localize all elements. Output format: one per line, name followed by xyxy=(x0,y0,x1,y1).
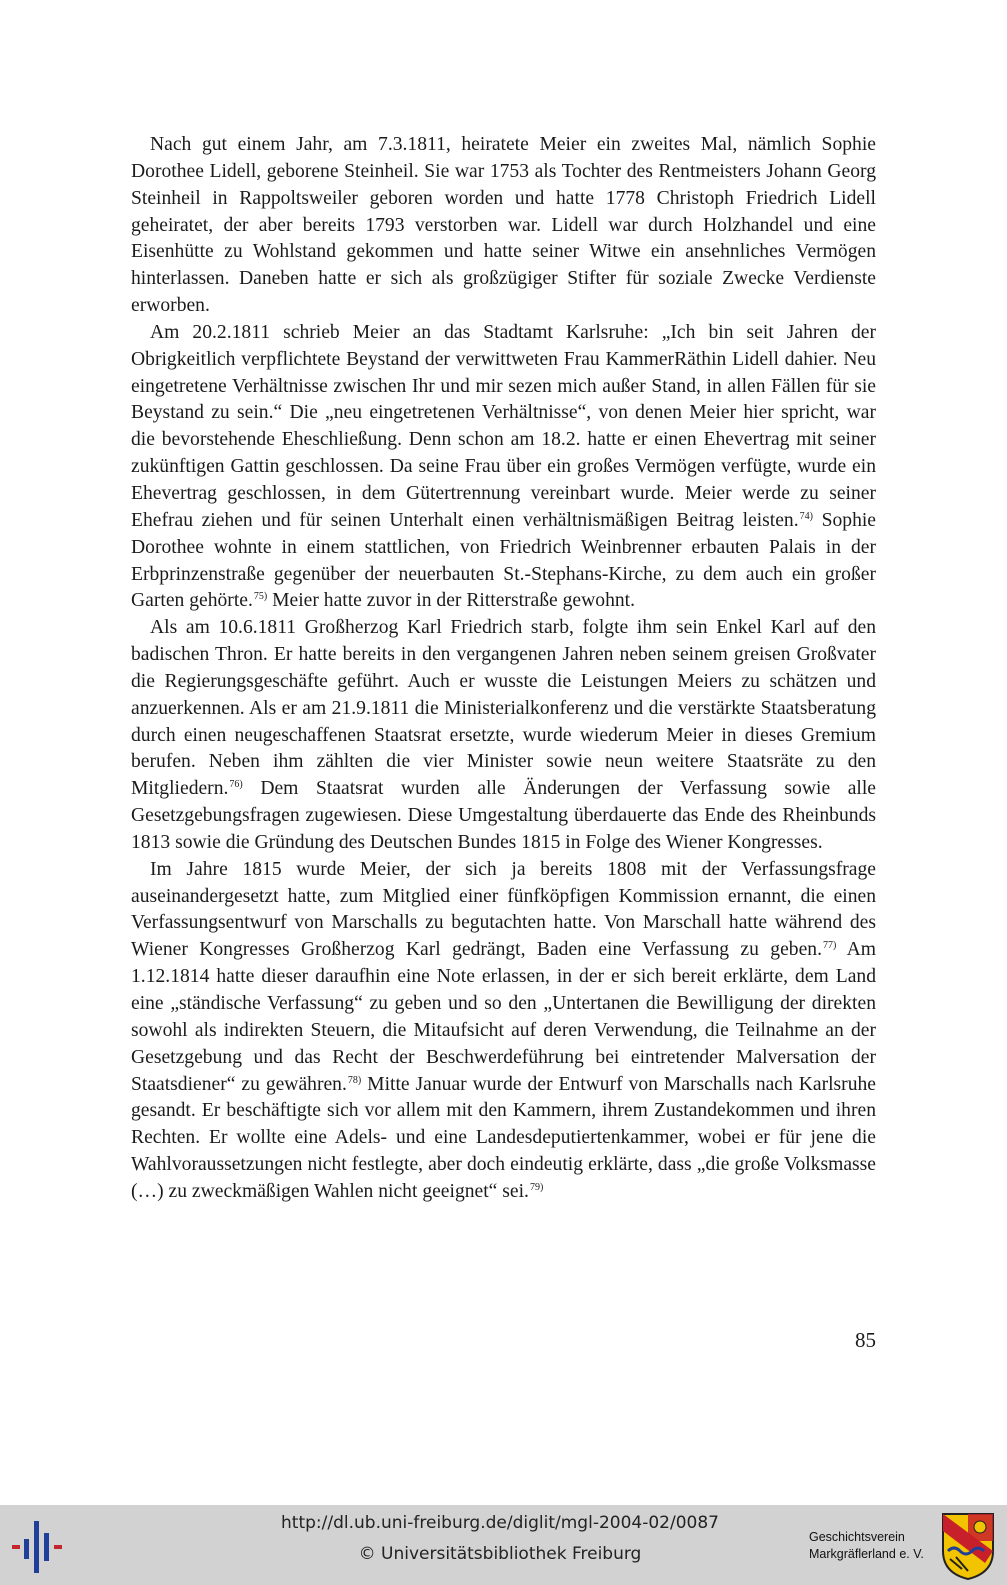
society-name-line2: Markgräflerland e. V. xyxy=(809,1547,924,1561)
paragraph xyxy=(131,857,876,1206)
footnote-marker: 79) xyxy=(529,1181,544,1193)
footnote-marker: 75) xyxy=(253,591,268,603)
society-name-line1: Geschichtsverein xyxy=(809,1530,905,1544)
paragraph-text: Mitte Januar wurde der Entwurf von Marschalls nach Karlsruhe gesandt. Er beschäftigte sich vor allem mit den Kammern, ihrem Zustandekommen und ihren Rechten. Er wollte eine Adels- und eine Landesdeputiertenkammer, wobei er für jene die Wahlvoraussetzungen nicht festlegte, aber doch eindeutig erklärte, dass „die große Volksmasse (…) zu zweckmäßigen Wahlen nicht geeignet“ sei. xyxy=(131,1073,876,1202)
paragraph-text: Am 20.2.1811 schrieb Meier an das Stadtamt Karlsruhe: „Ich bin seit Jahren der Obrigkeitlich verpflichtete Beystand der verwittweten Frau KammerRäthin Lidell dahier. Neu eingetretene Verhältnisse zwischen Ihr und mir sezen mich außer Stand, in allen Fällen für sie Beystand zu sein.“ Die „neu eingetretenen Verhältnisse“, von denen Meier hier spricht, war die bevorstehende Eheschließung. Denn schon am 18.2. hatte er einen Ehevertrag mit seiner zukünftigen Gattin geschlossen. Da seine Frau über ein großes Vermögen verfügte, wurde ein Ehevertrag geschlossen, in dem Gütertrennung vereinbart wurde. Meier werde zu seiner Ehefrau ziehen und für seinen Unterhalt einen verhältnismäßigen Beitrag leisten. xyxy=(131,321,876,531)
paragraph-text: Sophie Dorothee wohnte in einem stattlichen, von Friedrich Weinbrenner erbauten Palais in der Erbprinzenstraße gegenüber der neuerbauten St.-Stephans-Kirche, zu dem auch ein großer Garten gehörte. xyxy=(131,509,877,612)
paragraph xyxy=(131,320,876,615)
footnote-marker: 78) xyxy=(347,1074,362,1086)
footer-bar xyxy=(0,1505,1007,1585)
paragraph-text: Als am 10.6.1811 Großherzog Karl Friedrich starb, folgte ihm sein Enkel Karl auf den badischen Thron. Er hatte bereits in den vergangenen Jahren neben seinem greisen Großvater die Regierungsgeschäfte geführt. Auch er wusste die Leistungen Meiers zu schätzen und anzuerkennen. Als er am 21.9.1811 die Ministerialkonferenz und die verstärkte Staatsberatung durch einen neugeschaffenen Staatsrat ersetzte, wurde wiederum Meier in dieses Gremium berufen. Neben ihm zählten die vier Minister sowie neun weitere Staatsräte zu den Mitgliedern. xyxy=(131,617,876,800)
footnote-marker: 74) xyxy=(799,510,813,522)
body-text xyxy=(131,132,876,1206)
society-name xyxy=(809,1529,939,1563)
paragraph xyxy=(131,615,876,857)
paragraph-text: Am 1.12.1814 hatte dieser daraufhin eine Note erlassen, in der er sich bereit erklärte, dem Land eine „ständische Verfassung“ zu geben und so den „Untertanen die Bewilligung der direkten sowohl als indirekten Steuern, die Mitaufsicht auf deren Verwendung, die Teilnahme an der Gesetzgebung und das Recht der Beschwerdeführung bei eintretender Malversation der Staatsdiener“ zu gewähren. xyxy=(131,939,876,1095)
ub-freiburg-logo-icon xyxy=(10,1517,66,1575)
paragraph-text: Meier hatte zuvor in der Ritterstraße gewohnt. xyxy=(267,590,636,612)
coat-of-arms-icon xyxy=(940,1511,996,1581)
source-url-link[interactable]: http://dl.ub.uni-freiburg.de/diglit/mgl-2004-02/0087 xyxy=(281,1513,719,1533)
paragraph-text: Nach gut einem Jahr, am 7.3.1811, heiratete Meier ein zweites Mal, nämlich Sophie Dorothee Lidell, geborene Steinheil. Sie war 1753 als Tochter des Rentmeisters Johann Georg Steinheil in Rappoltsweiler geboren worden und hatte 1778 Christoph Friedrich Lidell geheiratet, der aber bereits 1793 verstorben war. Lidell war durch Holzhandel und eine Eisenhütte zu Wohlstand gekommen und hatte seiner Witwe ein ansehnliches Vermögen hinterlassen. Daneben hatte er sich als großzügiger Stifter für soziale Zwecke Verdienste erworben. xyxy=(131,134,876,317)
paragraph-text: Im Jahre 1815 wurde Meier, der sich ja bereits 1808 mit der Verfassungsfrage auseinandergesetzt hatte, zum Mitglied einer fünfköpfigen Kommission ernannt, die einen Verfassungsentwurf von Marschalls zu begutachten hatte. Von Marschall hatte während des Wiener Kongresses Großherzog Karl gedrängt, Baden eine Verfassung zu geben. xyxy=(131,858,876,961)
page-number: 85 xyxy=(855,1328,876,1352)
paragraph xyxy=(131,132,876,320)
paragraph-text: Dem Staatsrat wurden alle Änderungen der Verfassung sowie alle Gesetzgebungsfragen zugewiesen. Diese Umgestaltung überdauerte das Ende des Rheinbunds 1813 sowie die Gründung des Deutschen Bundes 1815 in Folge des Wiener Kongresses. xyxy=(131,778,876,853)
footnote-marker: 77) xyxy=(822,940,837,952)
copyright-text: © Universitätsbibliothek Freiburg xyxy=(358,1544,642,1564)
footnote-marker: 76) xyxy=(229,779,243,791)
